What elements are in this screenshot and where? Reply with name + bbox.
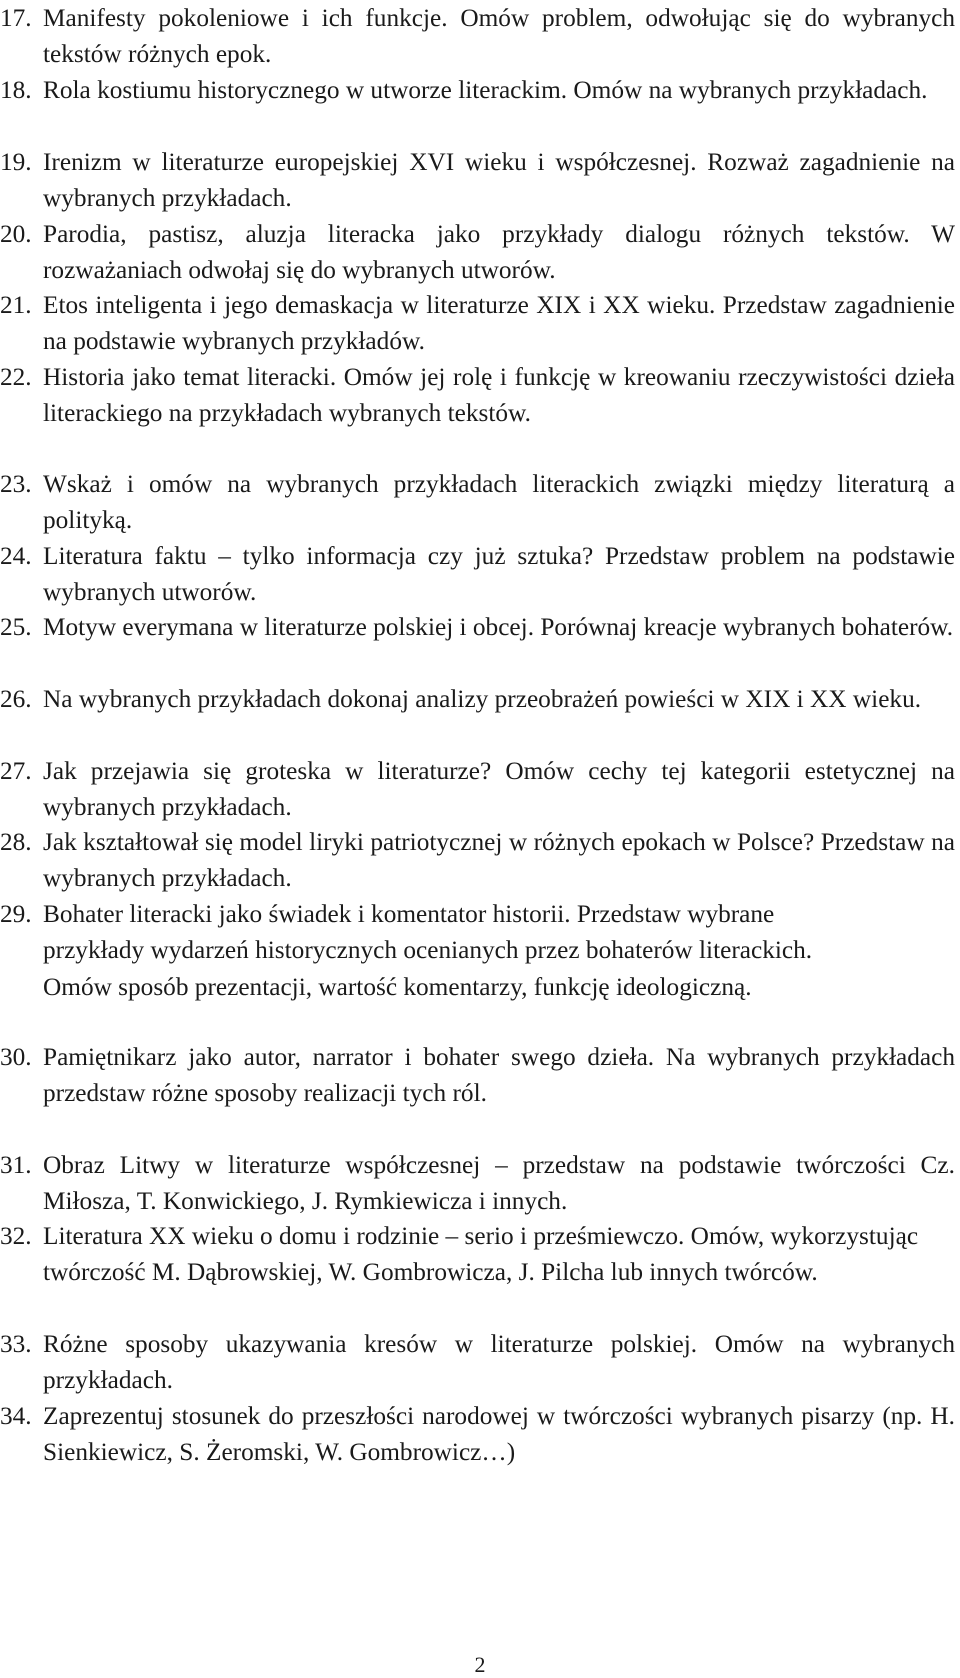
topic-number: 19.: [0, 148, 32, 176]
topic-number: 21.: [0, 291, 32, 319]
topic-text: Parodia, pastisz, aluzja literacka jako przykłady dialogu różnych tekstów. W rozważaniach odwołaj się do wybranych utworów.: [43, 220, 955, 285]
topic-number: 29.: [0, 900, 32, 928]
topic-number: 27.: [0, 757, 32, 785]
topic-text: Pamiętnikarz jako autor, narrator i bohater swego dzieła. Na wybranych przykładach przedstaw różne sposoby realizacji tych ról.: [43, 1043, 955, 1108]
topic-item: [0, 1218, 955, 1291]
topic-item: [0, 72, 955, 108]
topic-item: [0, 466, 955, 539]
topic-number: 17.: [0, 4, 32, 32]
topic-text: Literatura XX wieku o domu i rodzinie – serio i prześmiewczo. Omów, wykorzystując twórczość M. Dąbrowskiej, W. Gombrowicza, J. Pilcha lub innych twórców.: [43, 1222, 919, 1287]
topic-number: 22.: [0, 363, 32, 391]
topic-item: [0, 681, 955, 717]
topic-item: [0, 1147, 955, 1220]
topic-text: Bohater literacki jako świadek i komentator historii. Przedstaw wybrane przykłady wydarzeń historycznych ocenianych przez bohaterów literackich. Omów sposób prezentacji, wartość komentarzy, funkcję ideologiczną.: [43, 900, 813, 1001]
topic-text: Jak kształtował się model liryki patriotycznej w różnych epokach w Polsce? Przedstaw na wybranych przykładach.: [43, 828, 955, 893]
topic-text: Historia jako temat literacki. Omów jej rolę i funkcję w kreowaniu rzeczywistości dzieła literackiego na przykładach wybranych tekstów.: [43, 363, 955, 428]
topic-item: [0, 287, 955, 360]
topic-item: [0, 1326, 955, 1399]
topic-item: [0, 144, 955, 217]
topic-number: 28.: [0, 828, 32, 856]
topic-item: [0, 538, 955, 611]
page-number: 2: [474, 1652, 486, 1677]
topic-text: Na wybranych przykładach dokonaj analizy przeobrażeń powieści w XIX i XX wieku.: [43, 685, 922, 713]
topic-text: Różne sposoby ukazywania kresów w literaturze polskiej. Omów na wybranych przykładach.: [43, 1330, 955, 1395]
topic-text: Etos inteligenta i jego demaskacja w literaturze XIX i XX wieku. Przedstaw zagadnienie na podstawie wybranych przykładów.: [43, 291, 955, 356]
topic-text: Irenizm w literaturze europejskiej XVI wieku i współczesnej. Rozważ zagadnienie na wybranych przykładach.: [43, 148, 955, 213]
topic-item: [0, 609, 955, 645]
topic-text: Rola kostiumu historycznego w utworze literackim. Omów na wybranych przykładach.: [43, 76, 928, 104]
topic-number: 24.: [0, 542, 32, 570]
topic-text: Zaprezentuj stosunek do przeszłości narodowej w twórczości wybranych pisarzy (np. H. Sienkiewicz, S. Żeromski, W. Gombrowicz…): [43, 1402, 955, 1467]
topic-number: 23.: [0, 470, 32, 498]
topic-number: 18.: [0, 76, 32, 104]
topic-text: Obraz Litwy w literaturze współczesnej – przedstaw na podstawie twórczości Cz. Miłosza, T. Konwickiego, J. Rymkiewicza i innych.: [43, 1151, 955, 1216]
topic-number: 20.: [0, 220, 32, 248]
topic-number: 32.: [0, 1222, 32, 1250]
topic-item: [0, 0, 955, 73]
topic-text: Wskaż i omów na wybranych przykładach literackich związki między literaturą a polityką.: [43, 470, 955, 535]
topic-item: [0, 1039, 955, 1112]
topic-text: Jak przejawia się groteska w literaturze? Omów cechy tej kategorii estetycznej na wybranych przykładach.: [43, 757, 955, 822]
topic-item: [0, 359, 955, 432]
topic-text: Motyw everymana w literaturze polskiej i obcej. Porównaj kreacje wybranych bohaterów.: [43, 613, 954, 641]
topic-number: 26.: [0, 685, 32, 713]
topic-item: [0, 896, 838, 1005]
topic-number: 25.: [0, 613, 32, 641]
topic-number: 34.: [0, 1402, 32, 1430]
topic-item: [0, 753, 955, 826]
topic-text: Manifesty pokoleniowe i ich funkcje. Omów problem, odwołując się do wybranych tekstów różnych epok.: [43, 4, 955, 69]
topic-text: Literatura faktu – tylko informacja czy już sztuka? Przedstaw problem na podstawie wybranych utworów.: [43, 542, 955, 607]
topic-item: [0, 824, 955, 897]
topic-number: 31.: [0, 1151, 32, 1179]
topic-number: 30.: [0, 1043, 32, 1071]
topic-number: 33.: [0, 1330, 32, 1358]
topic-item: [0, 216, 955, 289]
topic-item: [0, 1398, 955, 1471]
